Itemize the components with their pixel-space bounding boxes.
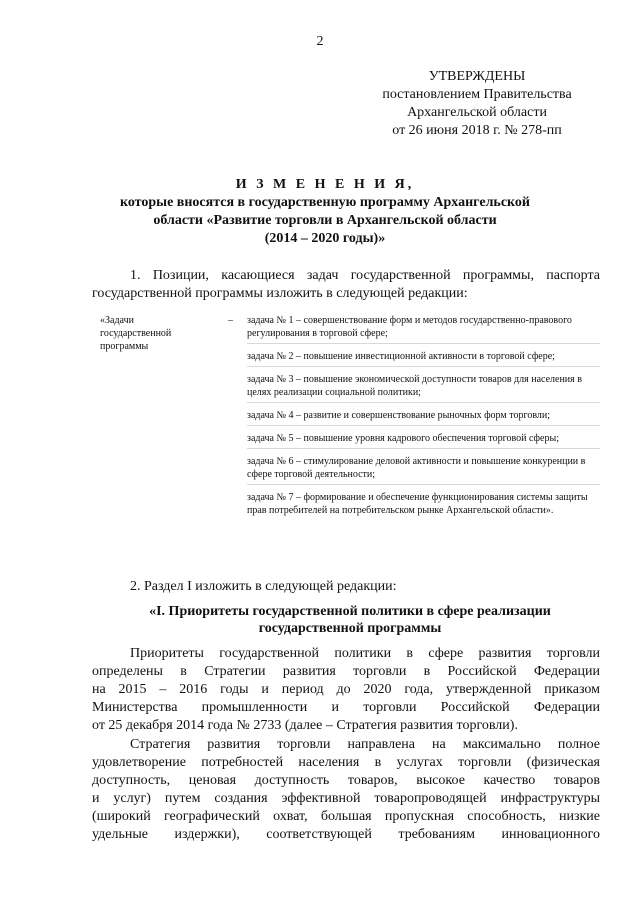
paragraph-line: Стратегия развития торговли направлена на максимально полное: [130, 737, 600, 752]
paragraph-line: Министерства промышленности и торговли Российской Федерации: [92, 700, 600, 715]
task-item: задача № 2 – повышение инвестиционной активности в торговой сфере;: [247, 348, 600, 367]
section-title-line: государственной программы: [258, 621, 442, 636]
task-item: задача № 5 – повышение уровня кадрового обеспечения торговой сферы;: [247, 430, 600, 449]
task-item: задача № 6 – стимулирование деловой активности и повышение конкуренции в сфере торговой деятельности;: [247, 453, 600, 485]
paragraph-line: (широкий географический охват, большая пропускная способность, низкие: [92, 809, 600, 824]
tasks-list: [247, 312, 600, 524]
section-title-line: «I. Приоритеты государственной политики в сфере реализации: [149, 604, 551, 619]
task-item: задача № 1 – совершенствование форм и методов государственно-правового регулирования в торговой сфере;: [247, 312, 600, 344]
paragraph-line: от 25 декабря 2014 года № 2733 (далее – Стратегия развития торговли).: [92, 718, 518, 733]
paragraph-line: и услуг) путем создания эффективной товаропроводящей инфраструктуры: [92, 791, 600, 806]
paragraph-line: на 2015 – 2016 годы и период до 2020 года, утвержденной приказом: [92, 682, 600, 697]
tasks-table-label: [100, 314, 210, 353]
approval-line: постановлением Правительства: [382, 87, 572, 102]
subtitle-line: которые вносятся в государственную программу Архангельской: [119, 195, 530, 210]
subtitle-line: (2014 – 2020 годы)»: [264, 231, 386, 246]
tasks-label-line: «Задачи: [100, 315, 134, 326]
document-subtitle: [70, 194, 580, 248]
approval-line: от 26 июня 2018 г. № 278-пп: [392, 123, 562, 138]
paragraph-priorities: [92, 645, 600, 735]
approval-line: УТВЕРЖДЕНЫ: [428, 69, 526, 84]
paragraph-line: удельные издержки), соответствующей требованиям инновационного: [92, 827, 600, 842]
item-1-line: государственной программы изложить в следующей редакции:: [92, 286, 468, 301]
subtitle-line: области «Развитие торговли в Архангельской области: [153, 213, 497, 228]
item-1-paragraph: [92, 267, 600, 303]
task-item: задача № 4 – развитие и совершенствование рыночных форм торговли;: [247, 407, 600, 426]
tasks-label-line: государственной: [100, 328, 172, 339]
approval-line: Архангельской области: [407, 105, 547, 120]
tasks-label-line: программы: [100, 341, 149, 352]
task-item: задача № 3 – повышение экономической доступности товаров для населения в целях реализации социальной политики;: [247, 371, 600, 403]
paragraph-line: Приоритеты государственной политики в сфере развития торговли: [130, 646, 600, 661]
document-heading: И З М Е Н Е Н И Я,: [235, 177, 415, 192]
tasks-table-dash: –: [228, 315, 233, 326]
task-item: задача № 7 – формирование и обеспечение функционирования системы защиты прав потребителей на потребительском рынке Архангельской области».: [247, 492, 588, 516]
section-title: [120, 603, 580, 637]
paragraph-strategy: [92, 736, 600, 844]
approval-stamp: [377, 68, 577, 140]
item-1-line: 1. Позиции, касающиеся задач государственной программы, паспорта: [130, 268, 600, 283]
paragraph-line: определены в Стратегии развития торговли в Российской Федерации: [92, 664, 600, 679]
page-number: 2: [316, 34, 324, 49]
paragraph-line: доступность, ценовая доступность товаров, высокое качество товаров: [92, 773, 600, 788]
paragraph-line: удовлетворение потребностей населения в услугах торговли (физическая: [92, 755, 600, 770]
item-2-paragraph: 2. Раздел I изложить в следующей редакции:: [130, 579, 397, 594]
